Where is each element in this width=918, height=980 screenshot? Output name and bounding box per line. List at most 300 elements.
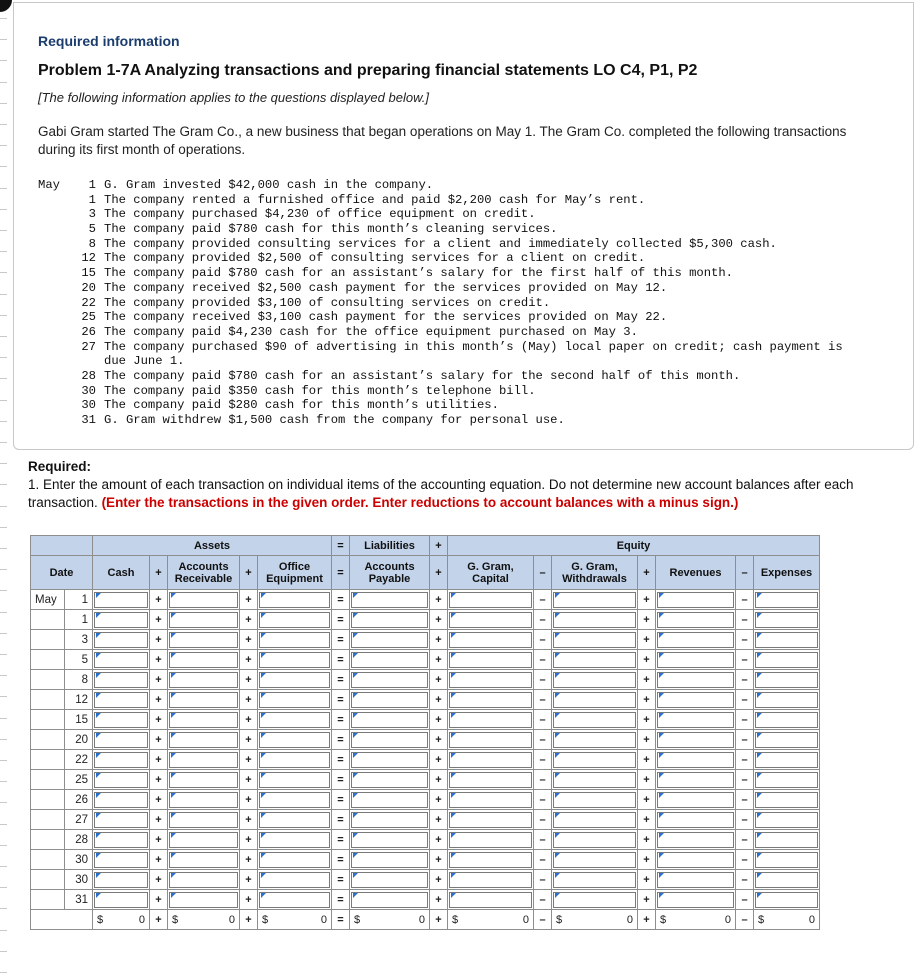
- cell-cash: [93, 610, 150, 630]
- input-marker-icon: [353, 593, 358, 598]
- expenses-input[interactable]: [755, 692, 818, 708]
- cash-input[interactable]: [94, 812, 148, 828]
- oe-input[interactable]: [259, 592, 330, 608]
- cash-input[interactable]: [94, 592, 148, 608]
- row-month: [31, 610, 65, 630]
- cash-input[interactable]: [94, 792, 148, 808]
- operator-sign: =: [332, 730, 350, 750]
- transaction-item: [38, 325, 843, 340]
- input-marker-icon: [757, 773, 762, 778]
- transaction-month: [38, 310, 72, 325]
- cell-cash: [93, 890, 150, 910]
- capital-input[interactable]: [449, 612, 532, 628]
- operator-sign: –: [736, 870, 754, 890]
- expenses-input[interactable]: [755, 872, 818, 888]
- expenses-input[interactable]: [755, 852, 818, 868]
- withdrawals-input[interactable]: [553, 632, 636, 648]
- withdrawals-input[interactable]: [553, 592, 636, 608]
- col-op: =: [332, 556, 350, 590]
- ar-input[interactable]: [169, 732, 238, 748]
- transaction-month: [38, 296, 72, 311]
- withdrawals-input[interactable]: [553, 892, 636, 908]
- operator-sign: =: [332, 650, 350, 670]
- capital-input[interactable]: [449, 772, 532, 788]
- row-month: [31, 770, 65, 790]
- ar-input[interactable]: [169, 832, 238, 848]
- cell-oe: [258, 610, 332, 630]
- row-day: 27: [65, 810, 93, 830]
- cash-input[interactable]: [94, 692, 148, 708]
- row-day: 20: [65, 730, 93, 750]
- oe-input[interactable]: [259, 852, 330, 868]
- row-month: [31, 690, 65, 710]
- ar-input[interactable]: [169, 892, 238, 908]
- operator-sign: =: [332, 870, 350, 890]
- operator-sign: +: [638, 850, 656, 870]
- cash-input[interactable]: [94, 872, 148, 888]
- cell-expenses: [754, 650, 820, 670]
- ap-input[interactable]: [351, 752, 428, 768]
- cell-cash: [93, 790, 150, 810]
- transaction-item: [38, 310, 843, 325]
- withdrawals-input[interactable]: [553, 752, 636, 768]
- capital-input[interactable]: [449, 832, 532, 848]
- ar-input[interactable]: [169, 772, 238, 788]
- cash-input[interactable]: [94, 632, 148, 648]
- cash-input[interactable]: [94, 652, 148, 668]
- revenues-input[interactable]: [657, 612, 734, 628]
- capital-input[interactable]: [449, 632, 532, 648]
- input-marker-icon: [96, 813, 101, 818]
- withdrawals-input[interactable]: [553, 792, 636, 808]
- cell-revenues: [656, 730, 736, 750]
- operator-sign: +: [638, 750, 656, 770]
- col-revenues: Revenues: [656, 556, 736, 590]
- cell-capital: [448, 870, 534, 890]
- operator-sign: –: [736, 670, 754, 690]
- transaction-day: 3: [88, 207, 96, 222]
- operator-sign: +: [240, 730, 258, 750]
- withdrawals-input[interactable]: [553, 812, 636, 828]
- oe-input[interactable]: [259, 632, 330, 648]
- transaction-day: 5: [88, 222, 96, 237]
- revenues-input[interactable]: [657, 632, 734, 648]
- row-day: 1: [65, 610, 93, 630]
- cash-input[interactable]: [94, 732, 148, 748]
- operator-sign: =: [332, 710, 350, 730]
- oe-input[interactable]: [259, 712, 330, 728]
- transaction-day: 12: [81, 251, 96, 266]
- cell-ap: [350, 730, 430, 750]
- ar-input[interactable]: [169, 592, 238, 608]
- row-month: [31, 630, 65, 650]
- oe-input[interactable]: [259, 792, 330, 808]
- operator-sign: –: [534, 770, 552, 790]
- cell-capital: [448, 670, 534, 690]
- ap-input[interactable]: [351, 792, 428, 808]
- cell-withdrawals: [552, 710, 638, 730]
- transaction-text: The company paid $4,230 cash for the office equipment purchased on May 3.: [104, 324, 638, 339]
- cell-ar: [168, 830, 240, 850]
- withdrawals-input[interactable]: [553, 872, 636, 888]
- ar-input[interactable]: [169, 712, 238, 728]
- revenues-input[interactable]: [657, 852, 734, 868]
- cash-input[interactable]: [94, 892, 148, 908]
- table-row: [31, 850, 820, 870]
- revenues-input[interactable]: [657, 592, 734, 608]
- cell-revenues: [656, 650, 736, 670]
- operator-sign: –: [736, 770, 754, 790]
- col-date: Date: [31, 556, 93, 590]
- ap-input[interactable]: [351, 832, 428, 848]
- expenses-input[interactable]: [755, 772, 818, 788]
- input-marker-icon: [353, 813, 358, 818]
- operator-sign: +: [150, 750, 168, 770]
- cell-revenues: [656, 630, 736, 650]
- input-marker-icon: [757, 693, 762, 698]
- cell-expenses: [754, 610, 820, 630]
- revenues-input[interactable]: [657, 652, 734, 668]
- operator-sign: –: [736, 790, 754, 810]
- revenues-input[interactable]: [657, 892, 734, 908]
- ap-input[interactable]: [351, 772, 428, 788]
- ap-input[interactable]: [351, 712, 428, 728]
- cell-ar: [168, 890, 240, 910]
- cell-cash: [93, 590, 150, 610]
- cell-ar: [168, 850, 240, 870]
- oe-input[interactable]: [259, 832, 330, 848]
- table-row: [31, 730, 820, 750]
- input-marker-icon: [451, 753, 456, 758]
- operator-sign: +: [638, 770, 656, 790]
- cell-ap: [350, 690, 430, 710]
- cell-expenses: [754, 830, 820, 850]
- cell-ap: [350, 650, 430, 670]
- revenues-input[interactable]: [657, 792, 734, 808]
- col-op: –: [736, 556, 754, 590]
- withdrawals-input[interactable]: [553, 692, 636, 708]
- operator-sign: +: [240, 890, 258, 910]
- expenses-input[interactable]: [755, 652, 818, 668]
- operator-sign: –: [736, 610, 754, 630]
- input-marker-icon: [96, 853, 101, 858]
- input-marker-icon: [96, 713, 101, 718]
- operator-sign: +: [240, 910, 258, 930]
- applies-note: [The following information applies to the questions displayed below.]: [38, 90, 429, 105]
- capital-input[interactable]: [449, 872, 532, 888]
- operator-sign: +: [150, 670, 168, 690]
- ap-input[interactable]: [351, 632, 428, 648]
- input-marker-icon: [261, 653, 266, 658]
- cash-input[interactable]: [94, 852, 148, 868]
- row-day: 1: [65, 590, 93, 610]
- operator-sign: –: [534, 850, 552, 870]
- capital-input[interactable]: [449, 752, 532, 768]
- cell-capital: [448, 710, 534, 730]
- transaction-text: G. Gram invested $42,000 cash in the company.: [104, 178, 434, 192]
- revenues-input[interactable]: [657, 832, 734, 848]
- transaction-month: [38, 384, 72, 399]
- input-marker-icon: [353, 873, 358, 878]
- expenses-input[interactable]: [755, 812, 818, 828]
- revenues-input[interactable]: [657, 692, 734, 708]
- row-month: [31, 870, 65, 890]
- revenues-input[interactable]: [657, 772, 734, 788]
- ar-input[interactable]: [169, 872, 238, 888]
- cell-ap: [350, 630, 430, 650]
- input-marker-icon: [171, 833, 176, 838]
- cell-withdrawals: [552, 890, 638, 910]
- ar-input[interactable]: [169, 692, 238, 708]
- input-marker-icon: [353, 693, 358, 698]
- withdrawals-input[interactable]: [553, 832, 636, 848]
- expenses-input[interactable]: [755, 892, 818, 908]
- row-day: 5: [65, 650, 93, 670]
- input-marker-icon: [451, 813, 456, 818]
- row-day: 25: [65, 770, 93, 790]
- expenses-input[interactable]: [755, 832, 818, 848]
- revenues-input[interactable]: [657, 812, 734, 828]
- operator-sign: +: [638, 730, 656, 750]
- input-marker-icon: [757, 813, 762, 818]
- operator-sign: +: [240, 610, 258, 630]
- expenses-input[interactable]: [755, 712, 818, 728]
- operator-sign: +: [638, 630, 656, 650]
- transaction-day: 26: [81, 324, 96, 339]
- capital-input[interactable]: [449, 732, 532, 748]
- cell-cash: [93, 630, 150, 650]
- ar-input[interactable]: [169, 812, 238, 828]
- oe-input[interactable]: [259, 772, 330, 788]
- operator-sign: +: [150, 770, 168, 790]
- transaction-text: The company paid $780 cash for an assistant’s salary for the first half of this month.: [104, 266, 733, 281]
- capital-input[interactable]: [449, 892, 532, 908]
- input-marker-icon: [353, 713, 358, 718]
- accounting-equation-table: [30, 535, 820, 930]
- cell-ap: [350, 610, 430, 630]
- cell-cash: [93, 730, 150, 750]
- ap-input[interactable]: [351, 672, 428, 688]
- ap-input[interactable]: [351, 652, 428, 668]
- input-marker-icon: [555, 813, 560, 818]
- cell-oe: [258, 830, 332, 850]
- input-marker-icon: [96, 653, 101, 658]
- operator-sign: =: [332, 770, 350, 790]
- input-marker-icon: [171, 853, 176, 858]
- ar-input[interactable]: [169, 792, 238, 808]
- input-marker-icon: [451, 673, 456, 678]
- ar-input[interactable]: [169, 632, 238, 648]
- input-marker-icon: [353, 653, 358, 658]
- cell-ar: [168, 870, 240, 890]
- capital-input[interactable]: [449, 712, 532, 728]
- ar-input[interactable]: [169, 752, 238, 768]
- withdrawals-input[interactable]: [553, 772, 636, 788]
- operator-sign: =: [332, 890, 350, 910]
- withdrawals-input[interactable]: [553, 612, 636, 628]
- input-marker-icon: [757, 733, 762, 738]
- capital-input[interactable]: [449, 592, 532, 608]
- operator-sign: –: [534, 810, 552, 830]
- transaction-text: The company provided consulting services for a client and immediately collected $5,300 cash.: [104, 236, 777, 251]
- cash-input[interactable]: [94, 712, 148, 728]
- transaction-day: 28: [81, 368, 96, 383]
- cell-withdrawals: [552, 670, 638, 690]
- capital-input[interactable]: [449, 852, 532, 868]
- cell-ap: [350, 770, 430, 790]
- oe-input[interactable]: [259, 872, 330, 888]
- cell-ap: [350, 810, 430, 830]
- table-row: [31, 870, 820, 890]
- input-marker-icon: [757, 753, 762, 758]
- cell-revenues: [656, 770, 736, 790]
- withdrawals-input[interactable]: [553, 852, 636, 868]
- table-row: [31, 610, 820, 630]
- transaction-day: 15: [81, 266, 96, 281]
- revenues-input[interactable]: [657, 732, 734, 748]
- cell-withdrawals: [552, 730, 638, 750]
- operator-sign: =: [332, 910, 350, 930]
- ap-input[interactable]: [351, 692, 428, 708]
- operator-sign: +: [638, 790, 656, 810]
- capital-input[interactable]: [449, 792, 532, 808]
- cell-cash: [93, 710, 150, 730]
- operator-sign: –: [736, 830, 754, 850]
- revenues-input[interactable]: [657, 752, 734, 768]
- expenses-input[interactable]: [755, 592, 818, 608]
- transaction-month: May: [38, 178, 60, 192]
- withdrawals-input[interactable]: [553, 652, 636, 668]
- transaction-month: [38, 207, 72, 222]
- expenses-input[interactable]: [755, 612, 818, 628]
- cell-withdrawals: [552, 690, 638, 710]
- input-marker-icon: [353, 753, 358, 758]
- cell-ar: [168, 750, 240, 770]
- oe-input[interactable]: [259, 692, 330, 708]
- cash-input[interactable]: [94, 612, 148, 628]
- input-marker-icon: [96, 593, 101, 598]
- ap-input[interactable]: [351, 732, 428, 748]
- input-marker-icon: [555, 713, 560, 718]
- withdrawals-input[interactable]: [553, 672, 636, 688]
- table-row: [31, 810, 820, 830]
- input-marker-icon: [757, 633, 762, 638]
- row-day: 30: [65, 850, 93, 870]
- revenues-input[interactable]: [657, 672, 734, 688]
- input-marker-icon: [96, 673, 101, 678]
- oe-input[interactable]: [259, 672, 330, 688]
- capital-input[interactable]: [449, 812, 532, 828]
- expenses-input[interactable]: [755, 792, 818, 808]
- total-cash: [93, 910, 150, 930]
- cash-input[interactable]: [94, 772, 148, 788]
- operator-sign: +: [150, 870, 168, 890]
- input-marker-icon: [555, 873, 560, 878]
- capital-input[interactable]: [449, 652, 532, 668]
- ap-input[interactable]: [351, 612, 428, 628]
- input-marker-icon: [451, 713, 456, 718]
- input-marker-icon: [757, 833, 762, 838]
- input-marker-icon: [171, 813, 176, 818]
- cell-expenses: [754, 850, 820, 870]
- cell-ap: [350, 670, 430, 690]
- ap-input[interactable]: [351, 852, 428, 868]
- revenues-input[interactable]: [657, 712, 734, 728]
- transaction-item: [38, 369, 843, 384]
- withdrawals-input[interactable]: [553, 712, 636, 728]
- cell-cash: [93, 650, 150, 670]
- capital-input[interactable]: [449, 692, 532, 708]
- input-marker-icon: [261, 613, 266, 618]
- oe-input[interactable]: [259, 652, 330, 668]
- input-marker-icon: [659, 753, 664, 758]
- expenses-input[interactable]: [755, 672, 818, 688]
- left-margin-rule: [0, 0, 8, 980]
- cash-input[interactable]: [94, 672, 148, 688]
- ar-input[interactable]: [169, 612, 238, 628]
- input-marker-icon: [96, 893, 101, 898]
- cell-revenues: [656, 830, 736, 850]
- oe-input[interactable]: [259, 752, 330, 768]
- expenses-input[interactable]: [755, 732, 818, 748]
- total-revenues: [656, 910, 736, 930]
- header-equals: =: [332, 536, 350, 556]
- transaction-text: The company purchased $90 of advertising in this month’s (May) local paper on credit; cash payment is: [104, 339, 843, 354]
- input-marker-icon: [757, 853, 762, 858]
- currency-symbol: $: [556, 913, 563, 926]
- operator-sign: +: [430, 890, 448, 910]
- input-marker-icon: [261, 693, 266, 698]
- ar-input[interactable]: [169, 852, 238, 868]
- operator-sign: +: [240, 750, 258, 770]
- operator-sign: –: [736, 850, 754, 870]
- transaction-item: [38, 398, 843, 413]
- operator-sign: +: [240, 630, 258, 650]
- input-marker-icon: [555, 893, 560, 898]
- cell-revenues: [656, 690, 736, 710]
- operator-sign: –: [736, 890, 754, 910]
- capital-input[interactable]: [449, 672, 532, 688]
- operator-sign: –: [534, 630, 552, 650]
- ap-input[interactable]: [351, 592, 428, 608]
- cell-oe: [258, 670, 332, 690]
- operator-sign: –: [534, 650, 552, 670]
- expenses-input[interactable]: [755, 632, 818, 648]
- expenses-input[interactable]: [755, 752, 818, 768]
- ap-input[interactable]: [351, 872, 428, 888]
- ar-input[interactable]: [169, 672, 238, 688]
- total-value: 0: [418, 913, 425, 926]
- oe-input[interactable]: [259, 812, 330, 828]
- oe-input[interactable]: [259, 732, 330, 748]
- input-marker-icon: [353, 733, 358, 738]
- operator-sign: –: [736, 730, 754, 750]
- input-marker-icon: [555, 773, 560, 778]
- ap-input[interactable]: [351, 812, 428, 828]
- ar-input[interactable]: [169, 652, 238, 668]
- operator-sign: +: [430, 790, 448, 810]
- input-marker-icon: [451, 833, 456, 838]
- total-value: 0: [228, 913, 235, 926]
- oe-input[interactable]: [259, 612, 330, 628]
- oe-input[interactable]: [259, 892, 330, 908]
- cash-input[interactable]: [94, 832, 148, 848]
- ap-input[interactable]: [351, 892, 428, 908]
- revenues-input[interactable]: [657, 872, 734, 888]
- operator-sign: –: [534, 790, 552, 810]
- cash-input[interactable]: [94, 752, 148, 768]
- withdrawals-input[interactable]: [553, 732, 636, 748]
